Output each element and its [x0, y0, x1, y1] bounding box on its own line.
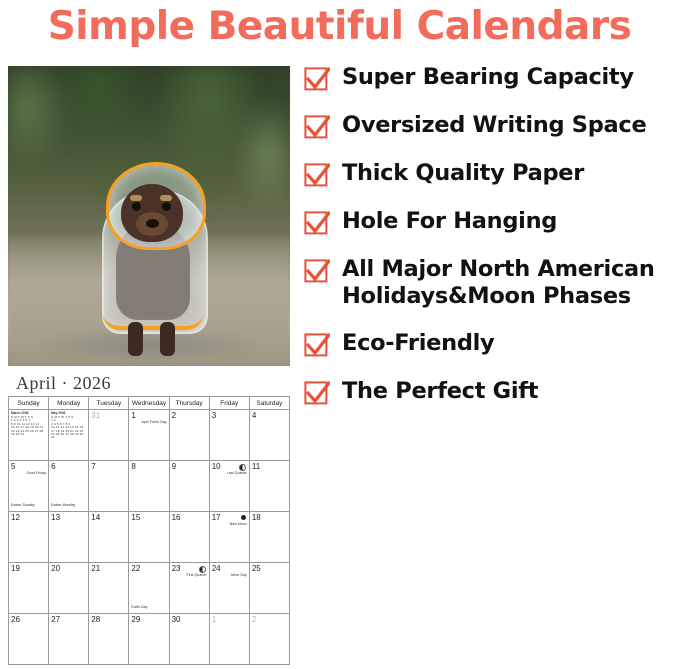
mini-month-row: 8 9 10 11 12 13 14	[11, 421, 40, 426]
weekday-header-saturday: Saturday	[250, 397, 290, 410]
day-number: 8	[131, 462, 136, 471]
day-number: 21	[91, 564, 101, 573]
mini-month-title: March 2026	[11, 411, 29, 415]
day-number: 4	[251, 411, 257, 420]
month-title-bar	[8, 366, 290, 396]
month-title: April · 2026	[16, 373, 111, 393]
mini-month-row: 17 18 19 20 21 22 23	[51, 428, 84, 433]
moon-phase-icon	[199, 566, 206, 573]
calendar-day-cell	[170, 563, 210, 614]
weekday-header-wednesday: Wednesday	[129, 397, 169, 410]
dog-eye-right	[162, 202, 171, 211]
calendar-day-cell	[170, 512, 210, 563]
calendar-day-cell	[9, 614, 49, 665]
weekday-header-thursday: Thursday	[170, 397, 210, 410]
calendar-day-cell	[210, 410, 250, 461]
day-event-label: Last Quarter	[226, 471, 247, 475]
calendar-day-cell	[129, 614, 169, 665]
mini-month-row: 29 30 31	[11, 431, 25, 436]
day-number: 5	[11, 462, 16, 471]
calendar-grid	[8, 396, 290, 665]
feature-item	[304, 330, 676, 359]
day-number: 30	[171, 615, 181, 624]
weekday-header-friday: Friday	[210, 397, 250, 410]
calendar-day-cell	[129, 461, 169, 512]
checkmark-icon	[304, 333, 330, 359]
day-number: 27	[51, 615, 61, 624]
moon-phase-icon	[239, 464, 246, 471]
calendar-day-cell	[49, 512, 89, 563]
calendar-day-cell	[89, 563, 129, 614]
day-number: 19	[11, 564, 20, 573]
day-number: 3	[211, 411, 217, 420]
calendar-day-cell	[89, 512, 129, 563]
day-number: 14	[91, 513, 101, 522]
day-event-label: First Quarter	[186, 573, 207, 577]
calendar-product-image	[8, 66, 290, 663]
feature-item	[304, 64, 676, 93]
day-event-label: Arbor Day	[230, 573, 247, 577]
mini-month-row: 10 11 12 13 14 15 16	[51, 425, 84, 430]
weekday-header-sunday: Sunday	[9, 397, 49, 410]
calendar-day-cell	[210, 563, 250, 614]
day-number: 17	[211, 513, 221, 522]
dog-brow-right	[160, 195, 172, 201]
mini-month-1	[11, 412, 49, 436]
dog-brow-left	[130, 195, 142, 201]
day-number: 25	[251, 564, 261, 573]
checkmark-icon	[304, 381, 330, 407]
day-event-label: April Fool's Day	[141, 420, 167, 424]
day-number: 11	[251, 462, 261, 471]
mini-month-row: S M T W T F S	[11, 414, 34, 419]
feature-label: Eco-Friendly	[342, 329, 495, 356]
calendar-day-cell	[9, 563, 49, 614]
day-event-label: New Moon	[229, 522, 247, 526]
feature-label: The Perfect Gift	[342, 377, 539, 404]
day-number: 1	[131, 411, 136, 420]
mini-month-row: 3 4 5 6 7 8 9	[51, 421, 71, 426]
mini-month-row: 1 2	[51, 418, 56, 423]
day-number: 13	[51, 513, 61, 522]
dog-leg-right	[160, 322, 175, 356]
calendar-day-cell	[210, 614, 250, 665]
feature-label: Hole For Hanging	[342, 208, 558, 234]
day-event-label: Good Friday	[26, 471, 47, 475]
feature-label: Oversized Writing Space	[342, 112, 647, 138]
day-number: 2	[251, 615, 257, 624]
moon-phase-icon	[241, 515, 246, 520]
weekday-header-row	[9, 397, 290, 410]
day-holiday-label: Easter Sunday	[11, 503, 35, 508]
checkmark-icon	[304, 67, 330, 93]
day-number: 10	[211, 462, 221, 471]
calendar-day-cell	[129, 563, 169, 614]
calendar-day-cell	[170, 614, 210, 665]
day-number: 26	[11, 615, 20, 624]
feature-list	[304, 64, 676, 426]
checkmark-icon	[304, 163, 330, 189]
calendar-day-cell	[9, 461, 49, 512]
calendar-day-cell	[210, 512, 250, 563]
calendar-day-cell	[89, 461, 129, 512]
checkmark-icon	[304, 211, 330, 237]
day-number: 31	[91, 411, 101, 420]
calendar-day-cell	[170, 410, 210, 461]
calendar-week-row	[9, 563, 290, 614]
calendar-week-row	[9, 410, 290, 461]
cover-photo	[8, 66, 290, 366]
feature-item	[304, 160, 676, 189]
day-number: 23	[171, 564, 181, 573]
feature-label: Thick Quality Paper	[342, 160, 585, 186]
mini-month-row: S M T W T F S	[51, 414, 74, 419]
calendar-day-cell	[129, 410, 169, 461]
calendar-day-cell	[9, 512, 49, 563]
calendar-day-cell	[129, 512, 169, 563]
feature-item	[304, 112, 676, 141]
mini-month-row: 22 23 24 25 26 27 28	[11, 428, 44, 433]
day-number: 6	[51, 462, 56, 471]
day-number: 22	[131, 564, 141, 573]
calendar-day-cell	[250, 461, 290, 512]
calendar-day-cell	[250, 563, 290, 614]
calendar-day-cell	[89, 410, 129, 461]
raincoat-hem	[102, 310, 204, 330]
calendar-week-row	[9, 614, 290, 665]
mini-month-row: 24 25 26 27 28 29 30	[51, 431, 84, 436]
calendar-day-cell	[89, 614, 129, 665]
calendar-day-cell	[170, 461, 210, 512]
page-title: Simple Beautiful Calendars	[47, 4, 632, 49]
day-number: 2	[171, 411, 177, 420]
mini-month-2	[51, 412, 89, 440]
day-number: 15	[131, 513, 141, 522]
dog-eye-left	[132, 202, 141, 211]
feature-label: All Major North American Holidays&Moon Phases	[342, 256, 655, 310]
day-number: 29	[131, 615, 141, 624]
mini-month-row: 31	[51, 435, 55, 440]
feature-item	[304, 378, 676, 407]
day-number: 18	[251, 513, 261, 522]
dog-leg-left	[128, 322, 143, 356]
weekday-header-tuesday: Tuesday	[89, 397, 129, 410]
mini-month-row: 1 2 3 4 5 6 7	[11, 418, 31, 423]
day-number: 1	[211, 615, 217, 624]
weekday-header-monday: Monday	[49, 397, 89, 410]
day-number: 12	[11, 513, 20, 522]
feature-item	[304, 256, 676, 311]
day-number: 20	[51, 564, 61, 573]
day-number: 24	[211, 564, 221, 573]
checkmark-icon	[304, 115, 330, 141]
dog-in-raincoat	[94, 162, 210, 358]
feature-item	[304, 208, 676, 237]
day-number: 7	[91, 462, 96, 471]
day-number: 28	[91, 615, 101, 624]
dog-nose	[146, 219, 159, 228]
calendar-day-cell	[49, 410, 89, 461]
calendar-day-cell	[210, 461, 250, 512]
calendar-weeks	[9, 410, 290, 665]
calendar-day-cell	[250, 410, 290, 461]
day-holiday-label: Easter Monday	[51, 503, 76, 508]
calendar-day-cell	[49, 563, 89, 614]
day-number: 9	[171, 462, 177, 471]
feature-label: Super Bearing Capacity	[342, 64, 634, 90]
mini-month-row: 15 16 17 18 19 20 21	[11, 425, 44, 430]
calendar-day-cell	[49, 461, 89, 512]
calendar-day-cell	[250, 512, 290, 563]
mini-month-title: May 2026	[51, 411, 66, 415]
calendar-week-row	[9, 461, 290, 512]
calendar-day-cell	[250, 614, 290, 665]
checkmark-icon	[304, 259, 330, 285]
calendar-day-cell	[49, 614, 89, 665]
calendar-day-cell	[9, 410, 49, 461]
calendar-week-row	[9, 512, 290, 563]
day-holiday-label: Earth Day	[131, 605, 148, 610]
day-number: 16	[171, 513, 181, 522]
